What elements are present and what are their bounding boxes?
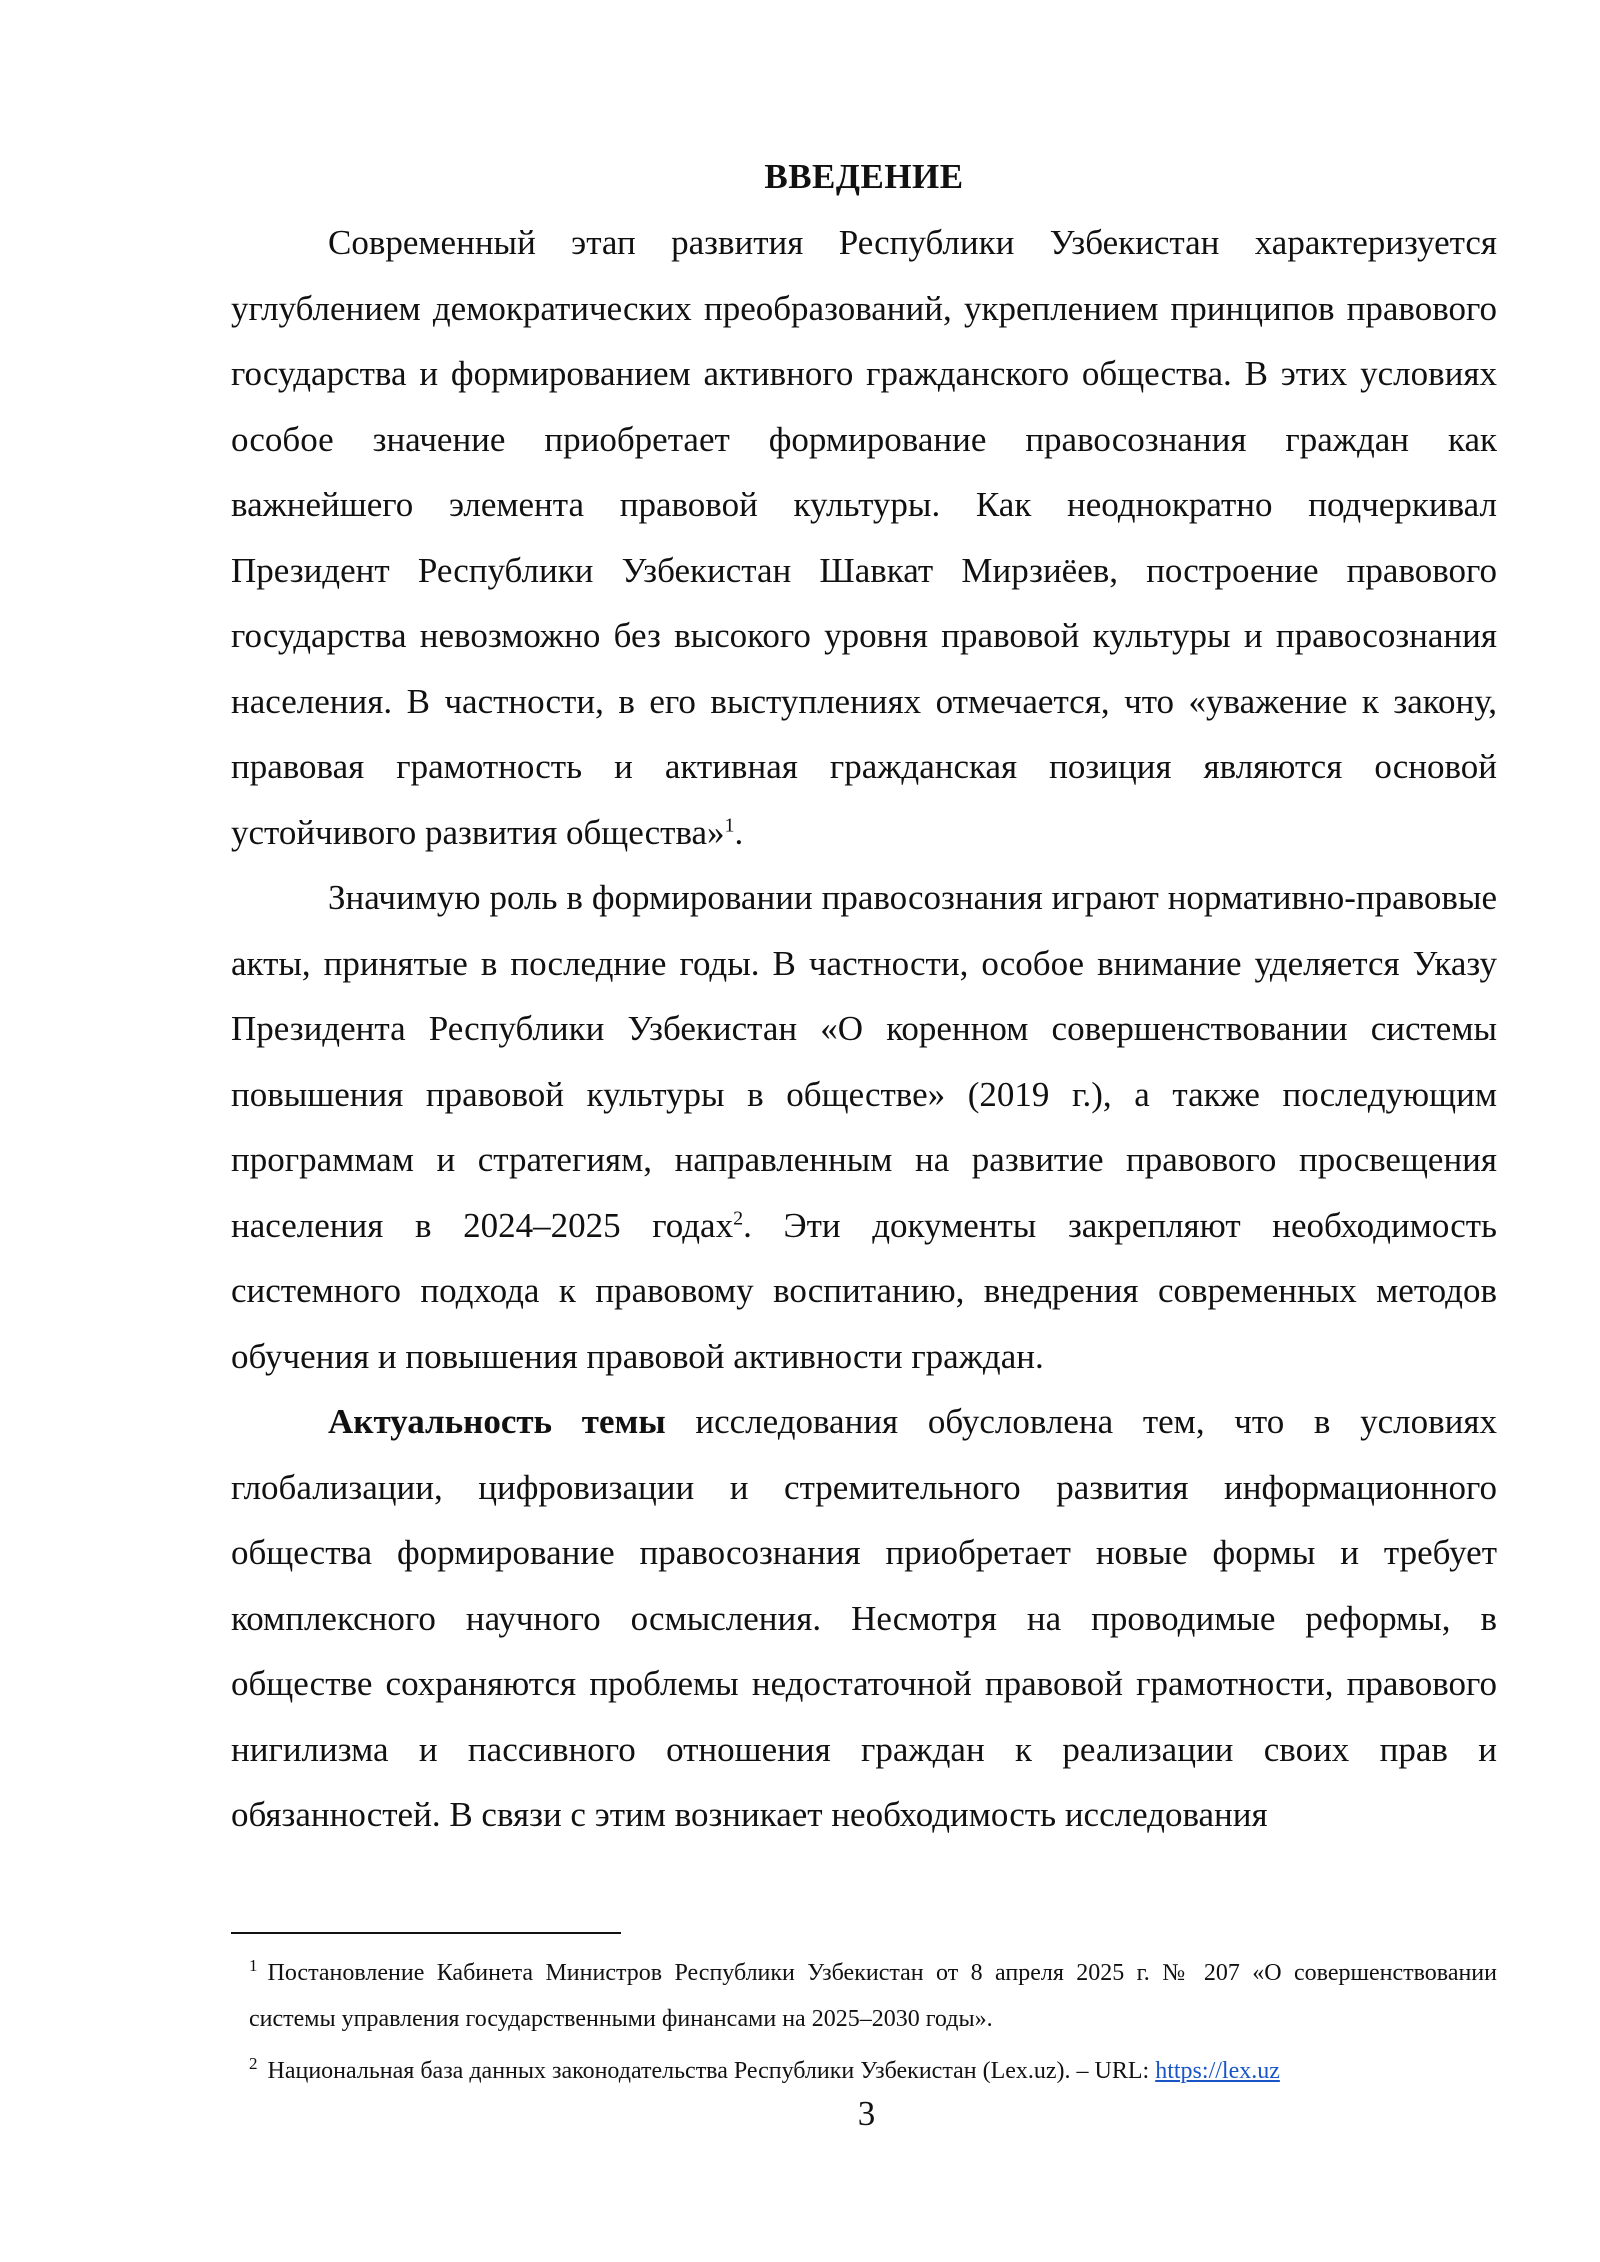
paragraph-intro (231, 210, 1497, 865)
main-text (231, 150, 1497, 1848)
paragraph-legal-acts (231, 865, 1497, 1389)
footnote-2 (249, 2048, 1497, 2094)
footnote-1-number: 1 (249, 1956, 258, 1975)
relevance-lead: Актуальность темы (328, 1402, 666, 1441)
footnote-ref-1[interactable]: 1 (724, 813, 735, 836)
lex-uz-link[interactable]: https://lex.uz (1155, 2058, 1280, 2084)
footnote-1-text: Постановление Кабинета Министров Республики Узбекистан от 8 апреля 2025 г. № 207 «О совершенствовании системы управления государственными финансами на 2025–2030 годы». (249, 1960, 1497, 2032)
page-number: 3 (857, 2094, 876, 2133)
paragraph-intro-tail: . (734, 812, 744, 852)
paragraph-relevance-text: исследования обусловлена тем, что в условиях глобализации, цифровизации и стремительного развития информационного общества формирование правосознания приобретает новые формы и требует комплексного научного осмысления. Несмотря на проводимые реформы, в обществе сохраняются проблемы недостаточной правовой грамотности, правового нигилизма и пассивного отношения граждан к реализации своих прав и обязанностей. В связи с этим возникает необходимость исследования (231, 1402, 1497, 1834)
footnotes (249, 1950, 1497, 2100)
paragraph-intro-text: Современный этап развития Республики Узбекистан характеризуется углублением демократических преобразований, укреплением принципов правового государства и формированием активного гражданского общества. В этих условиях особое значение приобретает формирование правосознания граждан как важнейшего элемента правовой культуры. Как неоднократно подчеркивал Президент Республики Узбекистан Шавкат Мирзиёев, построение правового государства невозможно без высокого уровня правовой культуры и правосознания населения. В частности, в его выступлениях отмечается, что «уважение к закону, правовая грамотность и активная гражданская позиция являются основой устойчивого развития общества» (231, 223, 1497, 852)
footnote-1 (249, 1950, 1497, 2042)
paragraph-legal-acts-tail: . Эти документы закрепляют необходимость системного подхода к правовому воспитанию, внедрения современных методов обучения и повышения правовой активности граждан. (231, 1205, 1497, 1376)
paragraph-relevance (231, 1389, 1497, 1848)
footnote-2-text: Национальная база данных законодательства Республики Узбекистан (Lex.uz). – URL: (267, 2058, 1156, 2084)
footnote-2-number: 2 (249, 2054, 258, 2073)
paragraph-legal-acts-text: Значимую роль в формировании правосознания играют нормативно-правовые акты, принятые в последние годы. В частности, особое внимание уделяется Указу Президента Республики Узбекистан «О коренном совершенствовании системы повышения правовой культуры в обществе» (2019 г.), а также последующим программам и стратегиям, направленным на развитие правового просвещения населения в 2024–2025 годах (231, 878, 1497, 1245)
footnote-divider (231, 1932, 621, 1934)
footnote-ref-2[interactable]: 2 (733, 1206, 744, 1229)
section-heading: ВВЕДЕНИЕ (764, 157, 964, 196)
